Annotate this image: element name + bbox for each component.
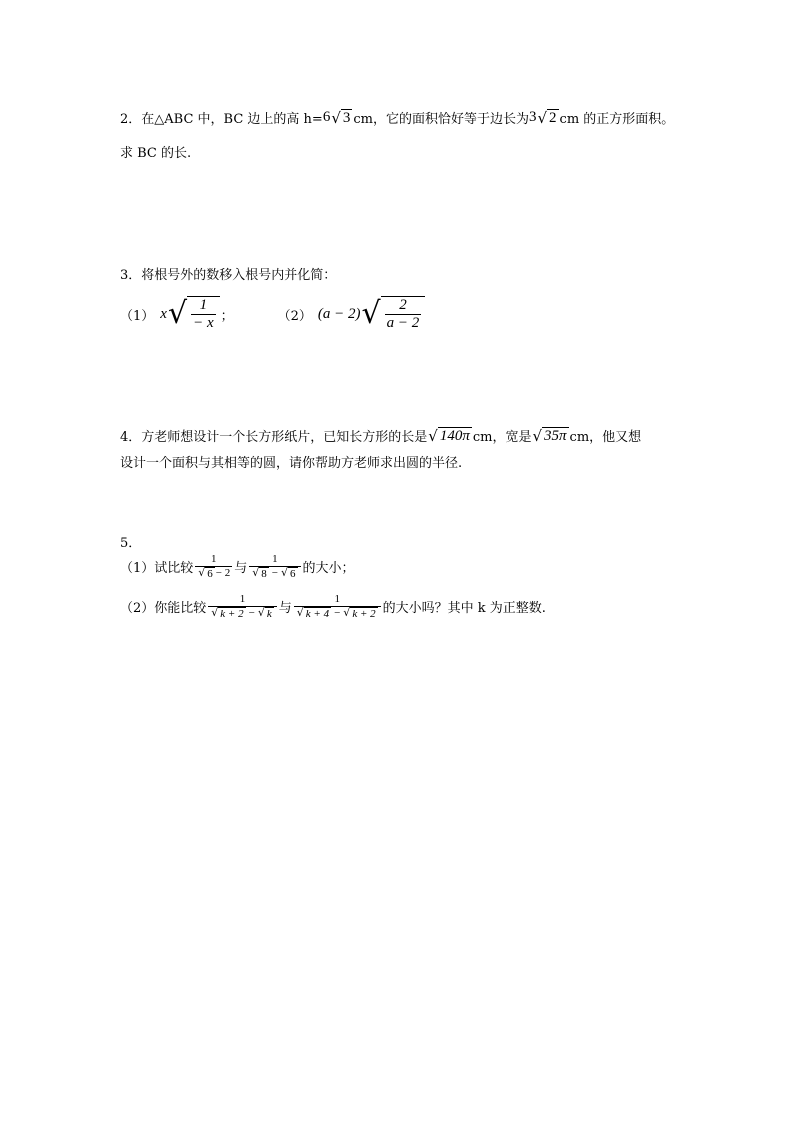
q5-p1-f2-num: 1: [272, 553, 278, 565]
q5-p2-fraction-1: 1 √ k + 2 − √ k: [208, 594, 276, 620]
q3-p1-label: （1）: [120, 308, 155, 324]
q5-p1-f1-num: 1: [211, 553, 217, 565]
q5-p2-f1-den-op: −: [248, 607, 255, 620]
q5-p2-f2-num: 1: [334, 593, 340, 605]
q4-text-c: cm，他又想: [569, 430, 642, 445]
q5-p1-f2-den-a: 8: [261, 567, 267, 580]
q3-title: [120, 264, 336, 283]
q3-p2-label: （2）: [277, 308, 312, 324]
q5-p2-f2-den-b: k + 2: [352, 607, 376, 620]
q3-p1-radical: √ $\frac{1}{- x}$: [168, 296, 220, 332]
q5-p1-fraction-2: 1 √ 8 − √ 6: [249, 554, 300, 580]
q5-p1-fraction-1: 1 √ 6 − 2: [195, 554, 232, 580]
q2-side-coef: 3: [528, 109, 537, 125]
q4-wid-radical: √ 35π: [532, 426, 567, 445]
q3-p1-den: − x: [193, 314, 214, 331]
q5-p1-mid: 与: [234, 561, 248, 577]
q4-text-line2: 设计一个面积与其相等的圆，请你帮助方老师求出圆的半径.: [120, 456, 463, 471]
q5-p2-f1-den-a: k + 2: [220, 607, 244, 620]
q2-text-b: cm，它的面积恰好等于边长为: [353, 112, 529, 127]
q5-p2-mid: 与: [278, 601, 292, 617]
q4-line1: [120, 426, 641, 445]
q2-line2: [120, 142, 191, 161]
q5-p2-end: 的大小吗？其中 k 为正整数.: [382, 601, 546, 617]
q2-h-coef: 6: [322, 109, 331, 125]
q5-p2-f1-den-b: k: [266, 607, 272, 620]
q5-p1-f2-den-b: 6: [290, 567, 296, 580]
q5-p1-f2-den-op: −: [271, 567, 279, 580]
q5-p1-label: （1）试比较: [120, 561, 194, 577]
q5-part2: [120, 594, 546, 620]
q2-text-line2: 求 BC 的长.: [120, 146, 192, 161]
q2-side-radical: √ 2: [537, 108, 557, 127]
q4-text-b: cm，宽是: [472, 430, 532, 445]
q2-line1: [120, 108, 674, 127]
q3-p1-end: ；: [220, 308, 234, 324]
q5-p2-label: （2）你能比较: [120, 601, 207, 617]
q5-p2-f2-den-a: k + 4: [305, 607, 330, 620]
q5-p2-f2-den-op: −: [334, 607, 341, 620]
q3-p2-pre: (a − 2): [317, 305, 361, 322]
q5-p1-end: 的大小；: [302, 561, 355, 577]
q5-p1-f1-den-a: 6: [207, 567, 213, 580]
q4-len-radical: √ 140π: [428, 426, 470, 445]
q3-title-text: 3．将根号外的数移入根号内并化简：: [120, 268, 337, 283]
q5-p2-f1-num: 1: [239, 593, 246, 605]
q3-p2-num: 2: [399, 296, 407, 313]
q2-text-a: 2．在△ABC 中，BC 边上的高 h=: [120, 112, 323, 127]
q5-title-text: 5．: [120, 536, 142, 551]
q3-p1-num: 1: [199, 296, 208, 313]
q5-p1-f1-den-b: − 2: [215, 567, 231, 580]
q2-text-c: cm 的正方形面积。: [559, 112, 675, 127]
q4-line2: [120, 452, 462, 471]
q2-h-radical: √ 3: [331, 108, 351, 127]
q5-title: [120, 532, 141, 551]
q3-p1-var: x: [160, 305, 167, 322]
q3-p2-radical: √ $\frac{2}{a - 2}$: [362, 296, 426, 332]
q5-p2-fraction-2: 1 √ k + 4 − √ k + 2: [294, 594, 381, 620]
q3-p2-den: a − 2: [386, 314, 420, 331]
q3-parts: [120, 296, 426, 332]
q4-text-a: 4．方老师想设计一个长方形纸片，已知长方形的长是: [120, 430, 428, 445]
q5-part1: [120, 554, 355, 580]
